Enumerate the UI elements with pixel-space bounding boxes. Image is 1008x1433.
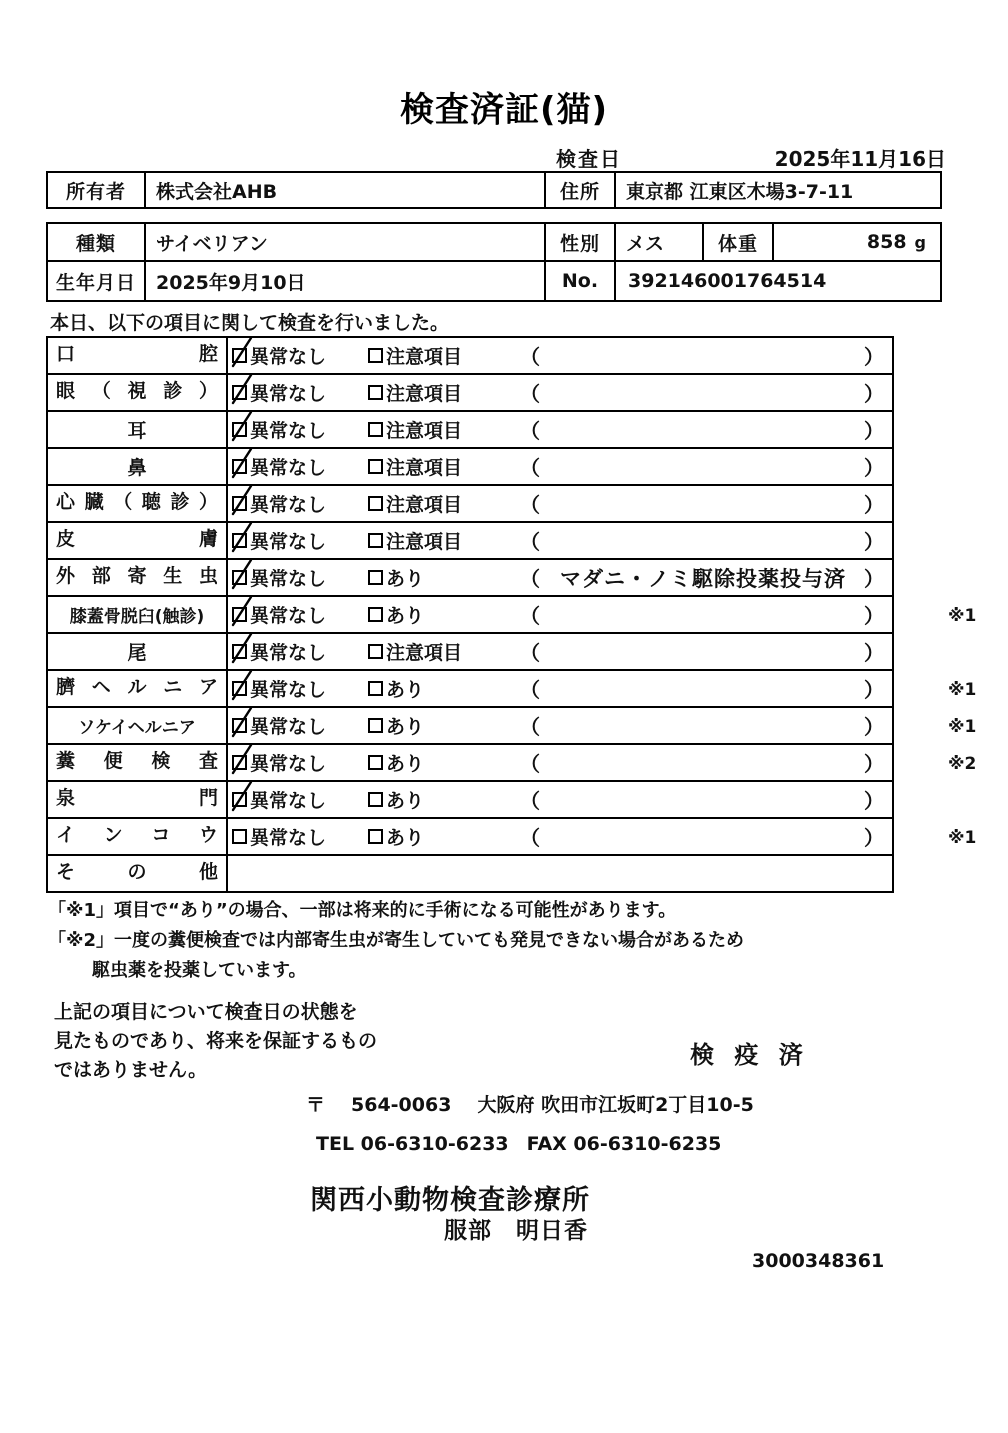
option-secondary-label: あり [386,716,425,738]
checkbox-secondary[interactable] [368,755,383,770]
option-normal[interactable] [232,342,360,369]
disclaimer-line-3: ではありません。 [54,1059,208,1081]
footnote-marker: ※1 [948,680,977,700]
checkbox-secondary[interactable] [368,792,383,807]
checkbox-normal[interactable] [232,718,247,733]
weight-unit: g [914,232,926,252]
clinic-tel: TEL 06-6310-6233 [316,1133,509,1155]
checklist-row-label: 膝蓋骨脱臼(触診) [48,597,228,632]
footnote-3: 駆虫薬を投薬しています。 [92,960,307,981]
footnote-marker: ※1 [948,717,977,737]
checkbox-normal[interactable] [232,644,247,659]
remark-paren-close: ） [864,715,884,739]
remark-paren-open: （ [520,567,540,591]
checkbox-normal[interactable] [232,570,247,585]
option-secondary[interactable] [368,527,518,554]
option-secondary[interactable] [368,675,518,702]
option-secondary-label: あり [386,679,425,701]
checklist-row-label: 皮膚 [48,523,228,558]
checklist-row-body [228,634,892,669]
option-secondary[interactable] [368,638,518,665]
footnote-marker: ※1 [948,606,977,626]
remark-paren-close: ） [864,752,884,776]
remark-paren-close: ） [864,604,884,628]
remark-paren-open: （ [520,641,540,665]
disclaimer-line-1: 上記の項目について検査日の状態を [54,1001,358,1023]
remark-paren-open: （ [520,678,540,702]
option-normal[interactable] [232,527,360,554]
option-normal[interactable] [232,601,360,628]
checklist-row-label: 尾 [48,634,228,669]
option-normal-label: 異常なし [250,568,327,590]
option-normal[interactable] [232,712,360,739]
option-secondary-label: あり [386,605,425,627]
option-normal[interactable] [232,675,360,702]
checklist-row-body [228,412,892,447]
clinic-zip: 564-0063 [351,1094,452,1116]
microchip-no-value: 392146001764514 [628,270,827,292]
option-normal[interactable] [232,564,360,591]
option-secondary[interactable] [368,379,518,406]
inspection-checklist-table [46,336,977,893]
remark-paren-close: ） [864,493,884,517]
weight-label: 体重 [704,224,774,260]
pet-info-table [46,222,942,302]
option-secondary[interactable] [368,749,518,776]
option-normal-label: 異常なし [250,531,327,553]
option-normal[interactable] [232,453,360,480]
sex-label: 性別 [546,224,616,260]
checkbox-normal[interactable] [232,385,247,400]
option-normal-label: 異常なし [250,642,327,664]
option-normal-label: 異常なし [250,716,327,738]
page-title: 検査済証(猫) [399,90,609,130]
checklist-row [48,412,892,449]
address-label: 住所 [546,173,616,207]
document-serial-number: 3000348361 [752,1250,885,1272]
breed-label: 種類 [48,224,146,260]
checklist-row-body [228,819,892,854]
option-secondary-label: 注意項目 [386,420,463,442]
checkbox-secondary[interactable] [368,422,383,437]
checklist-row [48,782,892,819]
checklist-row [48,671,892,708]
checklist-row-label: 糞便検査 [48,745,228,780]
footnote-1: 「※1」項目で“あり”の場合、一部は将来的に手術になる可能性があります。 [48,900,677,921]
option-normal-label: 異常なし [250,679,327,701]
checklist-row [48,560,892,597]
checklist-row [48,634,892,671]
checklist-row-body [228,449,892,484]
checklist-row-label: 外部寄生虫 [48,560,228,595]
checklist-row-label: 臍ヘルニア [48,671,228,706]
checklist-row [48,486,892,523]
remark-text: マダニ・ノミ駆除投薬投与済 [560,566,846,591]
checklist-row-body [228,671,892,706]
checklist-row-body [228,338,892,373]
owner-table [46,171,942,209]
remark-paren-open: （ [520,789,540,813]
option-secondary-label: 注意項目 [386,642,463,664]
checkbox-normal[interactable] [232,829,247,844]
remark-paren-open: （ [520,419,540,443]
remark-paren-open: （ [520,826,540,850]
checkbox-secondary[interactable] [368,533,383,548]
option-secondary[interactable] [368,416,518,443]
option-secondary[interactable] [368,453,518,480]
remark-paren-open: （ [520,530,540,554]
exam-date-label: 検査日 [556,147,622,171]
intro-text: 本日、以下の項目に関して検査を行いました。 [50,312,450,334]
option-secondary[interactable] [368,823,518,850]
remark-paren-close: ） [864,826,884,850]
checklist-row [48,375,892,412]
checkbox-normal[interactable] [232,459,247,474]
weight-value: 858 [866,231,907,253]
option-secondary[interactable] [368,786,518,813]
option-secondary[interactable] [368,712,518,739]
remark-paren-open: （ [520,382,540,406]
checklist-row-label: 鼻 [48,449,228,484]
option-normal[interactable] [232,638,360,665]
remark-paren-close: ） [864,789,884,813]
breed-value: サイベリアン [146,224,546,260]
option-normal[interactable] [232,379,360,406]
checkbox-secondary[interactable] [368,348,383,363]
checklist-row-body [228,856,892,891]
option-secondary[interactable] [368,601,518,628]
checklist-row-label: インコウ [48,819,228,854]
checkbox-secondary[interactable] [368,496,383,511]
checkbox-secondary[interactable] [368,829,383,844]
checkbox-secondary[interactable] [368,644,383,659]
checklist-row-body [228,375,892,410]
remark-paren-close: ） [864,382,884,406]
option-normal-label: 異常なし [250,457,327,479]
checkbox-normal[interactable] [232,496,247,511]
postal-mark-icon: 〒 [306,1094,326,1116]
option-secondary-label: 注意項目 [386,457,463,479]
option-secondary[interactable] [368,490,518,517]
clinic-fax: FAX 06-6310-6235 [526,1133,722,1155]
option-normal[interactable] [232,416,360,443]
checklist-row [48,523,892,560]
dob-value: 2025年9月10日 [146,262,546,300]
sex-value: メス [616,224,704,260]
checkbox-secondary[interactable] [368,385,383,400]
checkbox-secondary[interactable] [368,718,383,733]
option-normal-label: 異常なし [250,790,327,812]
microchip-no-label: No. [546,262,616,300]
checklist-row [48,338,892,375]
pet-row-breed [48,224,940,262]
option-normal[interactable] [232,490,360,517]
checklist-row-label: 耳 [48,412,228,447]
checklist-row-label: 泉門 [48,782,228,817]
checklist-row-body [228,486,892,521]
checkbox-secondary[interactable] [368,570,383,585]
checklist-row [48,745,892,782]
clinic-person-name: 服部 明日香 [444,1218,588,1244]
checklist-row [48,819,892,856]
checkbox-normal[interactable] [232,681,247,696]
option-secondary-label: あり [386,568,425,590]
option-secondary-label: 注意項目 [386,383,463,405]
exam-date-value: 2025年11月16日 [774,147,946,171]
footnotes [48,896,744,986]
option-secondary-label: あり [386,790,425,812]
pet-row-dob [48,262,940,300]
remark-paren-close: ） [864,345,884,369]
quarantine-stamp: 検 疫 済 [690,1041,809,1069]
dob-label: 生年月日 [48,262,146,300]
option-normal[interactable] [232,823,360,850]
option-normal-label: 異常なし [250,420,327,442]
remark-blank-area [228,856,892,891]
checklist-row [48,597,892,634]
checklist-row [48,449,892,486]
checklist-row-body [228,745,892,780]
option-secondary[interactable] [368,342,518,369]
remark-paren-open: （ [520,345,540,369]
option-normal[interactable] [232,786,360,813]
clinic-name: 関西小動物検査診療所 [310,1185,590,1216]
clinic-contact-line [316,1133,721,1155]
remark-paren-close: ） [864,641,884,665]
option-secondary-label: 注意項目 [386,346,463,368]
remark-paren-open: （ [520,715,540,739]
checklist-row [48,856,892,893]
checkbox-normal[interactable] [232,422,247,437]
remark-paren-close: ） [864,419,884,443]
remark-paren-open: （ [520,752,540,776]
checkbox-secondary[interactable] [368,681,383,696]
option-secondary-label: 注意項目 [386,494,463,516]
checkbox-normal[interactable] [232,792,247,807]
disclaimer-line-2: 見たものであり、将来を保証するもの [54,1030,378,1052]
disclaimer [54,998,474,1085]
checklist-row-label: 口腔 [48,338,228,373]
checkbox-secondary[interactable] [368,607,383,622]
checklist-row-label: 眼（視診） [48,375,228,410]
option-normal-label: 異常なし [250,753,327,775]
checklist-row-label: ソケイヘルニア [48,708,228,743]
option-secondary-label: あり [386,753,425,775]
checklist-row [48,708,892,745]
clinic-address: 大阪府 吹田市江坂町2丁目10-5 [477,1094,754,1116]
remark-paren-open: （ [520,456,540,480]
option-normal-label: 異常なし [250,383,327,405]
checklist-row-body [228,560,892,595]
option-secondary-label: 注意項目 [386,531,463,553]
remark-paren-close: ） [864,678,884,702]
footnote-2: 「※2」一度の糞便検査では内部寄生虫が寄生していても発見できない場合があるため [48,930,745,951]
owner-value: 株式会社AHB [146,173,546,207]
remark-paren-open: （ [520,493,540,517]
checklist-row-body [228,523,892,558]
checklist-row-label: 心臓（聴診） [48,486,228,521]
weight-value-cell [774,224,940,260]
option-secondary-label: あり [386,827,425,849]
checkbox-normal[interactable] [232,533,247,548]
checklist-row-label: その他 [48,856,228,891]
option-secondary[interactable] [368,564,518,591]
option-normal-label: 異常なし [250,605,327,627]
option-normal[interactable] [232,749,360,776]
option-normal-label: 異常なし [250,494,327,516]
owner-label: 所有者 [48,173,146,207]
footnote-marker: ※2 [948,754,977,774]
checkbox-normal[interactable] [232,348,247,363]
clinic-address-line [306,1090,754,1117]
exam-date-row [556,143,946,172]
checklist-row-body [228,708,892,743]
checkbox-normal[interactable] [232,607,247,622]
address-value: 東京都 江東区木場3-7-11 [626,180,854,203]
checkbox-secondary[interactable] [368,459,383,474]
checklist-row-body [228,782,892,817]
checklist-row-body [228,597,892,632]
checkbox-normal[interactable] [232,755,247,770]
remark-paren-close: ） [864,456,884,480]
option-normal-label: 異常なし [250,827,327,849]
remark-paren-close: ） [864,530,884,554]
option-normal-label: 異常なし [250,346,327,368]
remark-paren-open: （ [520,604,540,628]
remark-paren-close: ） [864,567,884,591]
footnote-marker: ※1 [948,828,977,848]
